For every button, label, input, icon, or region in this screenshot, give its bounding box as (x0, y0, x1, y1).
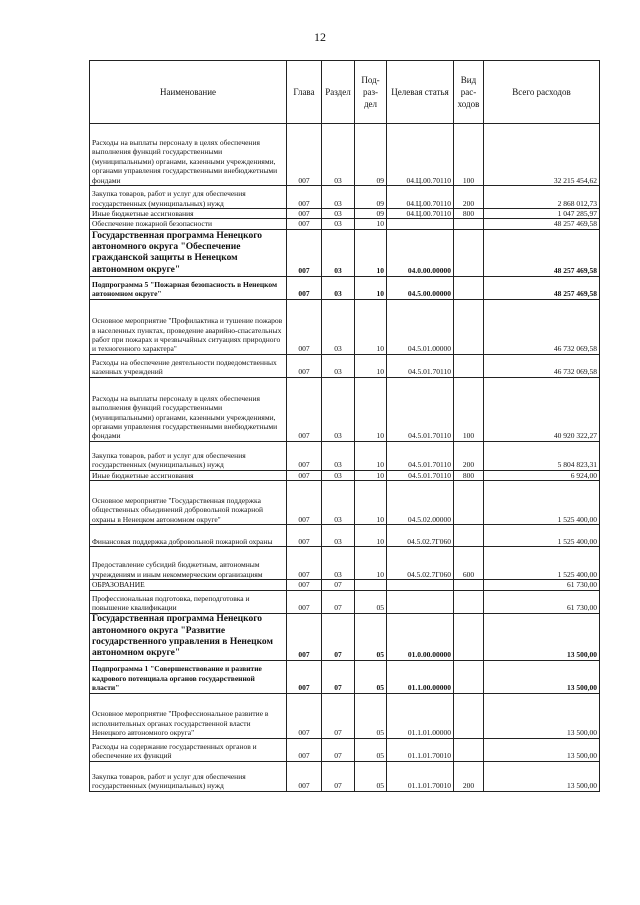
row-total: 1 525 400,00 (484, 525, 600, 547)
row-subsection (355, 580, 387, 590)
row-target: 04.5.01.70110 (387, 470, 454, 480)
row-subsection: 05 (355, 590, 387, 613)
row-chapter: 007 (287, 738, 322, 761)
row-section: 07 (322, 660, 355, 693)
row-name: Иные бюджетные ассигнования (90, 209, 287, 219)
row-chapter: 007 (287, 580, 322, 590)
header-name: Наименование (90, 61, 287, 124)
row-total: 13 500,00 (484, 693, 600, 738)
row-subsection: 05 (355, 613, 387, 660)
row-chapter: 007 (287, 470, 322, 480)
row-target: 04.Ц.00.70110 (387, 124, 454, 186)
row-expense-type: 600 (454, 547, 484, 580)
row-expense-type (454, 299, 484, 354)
table-row (90, 276, 600, 299)
row-name: Основное мероприятие "Государственная поддержка общественных объединений добровольной пожарной охраны в Ненецком автономном округе" (90, 481, 287, 525)
row-expense-type (454, 693, 484, 738)
row-chapter: 007 (287, 761, 322, 791)
row-name: Основное мероприятие "Профессиональное развитие в исполнительных органах государственной власти Ненецкого автономного округа" (90, 693, 287, 738)
table-row (90, 580, 600, 590)
row-expense-type: 200 (454, 761, 484, 791)
row-section: 07 (322, 590, 355, 613)
row-total: 32 215 454,62 (484, 124, 600, 186)
row-target (387, 580, 454, 590)
row-total: 2 868 012,73 (484, 186, 600, 209)
table-row (90, 693, 600, 738)
row-expense-type (454, 229, 484, 276)
row-name: Иные бюджетные ассигнования (90, 470, 287, 480)
row-section: 03 (322, 124, 355, 186)
row-expense-type (454, 738, 484, 761)
row-total: 13 500,00 (484, 613, 600, 660)
row-section: 03 (322, 229, 355, 276)
row-total: 48 257 469,58 (484, 276, 600, 299)
table-row (90, 354, 600, 377)
row-subsection: 05 (355, 738, 387, 761)
row-target: 01.1.01.70010 (387, 738, 454, 761)
row-section: 07 (322, 613, 355, 660)
row-name: Государственная программа Ненецкого автономного округа "Развитие государственного управления в Ненецком автономном округе" (90, 613, 287, 660)
row-total: 5 804 823,31 (484, 441, 600, 470)
row-name: Закупка товаров, работ и услуг для обеспечения государственных (муниципальных) нужд (90, 761, 287, 791)
row-chapter: 007 (287, 209, 322, 219)
row-section: 07 (322, 738, 355, 761)
row-expense-type (454, 525, 484, 547)
row-name: Основное мероприятие "Профилактика и тушение пожаров в населенных пунктах, проведение аварийно-спасательных работ при пожарах и чрезвычайных ситуациях природного и техногенного характера" (90, 299, 287, 354)
table-row (90, 613, 600, 660)
row-chapter: 007 (287, 441, 322, 470)
row-section: 03 (322, 299, 355, 354)
row-target: 04.0.00.00000 (387, 229, 454, 276)
row-subsection: 10 (355, 276, 387, 299)
row-subsection: 10 (355, 481, 387, 525)
row-section: 03 (322, 525, 355, 547)
row-total: 46 732 069,58 (484, 354, 600, 377)
row-target: 04.5.02.7Г060 (387, 525, 454, 547)
table-row (90, 590, 600, 613)
row-expense-type (454, 481, 484, 525)
row-target (387, 219, 454, 229)
row-name: Расходы на обеспечение деятельности подведомственных казенных учреждений (90, 354, 287, 377)
table-row (90, 124, 600, 186)
row-chapter: 007 (287, 525, 322, 547)
row-target: 04.5.01.70110 (387, 441, 454, 470)
header-subsection: Под-раз-дел (355, 61, 387, 124)
row-target: 04.Ц.00.70110 (387, 209, 454, 219)
row-name: Расходы на выплаты персоналу в целях обеспечения выполнения функций государственными (муниципальными) органами, казенными учреждениями, органами управления государственными внебюджетными фондами (90, 377, 287, 441)
row-expense-type: 100 (454, 124, 484, 186)
row-chapter: 007 (287, 547, 322, 580)
row-expense-type (454, 590, 484, 613)
row-section: 07 (322, 580, 355, 590)
row-total: 48 257 469,58 (484, 229, 600, 276)
table-row (90, 547, 600, 580)
table-row (90, 209, 600, 219)
row-subsection: 09 (355, 124, 387, 186)
row-name: Закупка товаров, работ и услуг для обеспечения государственных (муниципальных) нужд (90, 186, 287, 209)
row-section: 03 (322, 209, 355, 219)
row-total: 46 732 069,58 (484, 299, 600, 354)
row-target: 01.1.00.00000 (387, 660, 454, 693)
row-name: ОБРАЗОВАНИЕ (90, 580, 287, 590)
row-section: 03 (322, 470, 355, 480)
row-chapter: 007 (287, 299, 322, 354)
row-chapter: 007 (287, 590, 322, 613)
row-total: 13 500,00 (484, 738, 600, 761)
budget-table (89, 60, 600, 792)
row-expense-type (454, 219, 484, 229)
page-number: 12 (314, 30, 326, 44)
row-chapter: 007 (287, 229, 322, 276)
table-row (90, 660, 600, 693)
row-name: Государственная программа Ненецкого автономного округа "Обеспечение гражданской защиты в Ненецком автономном округе" (90, 229, 287, 276)
row-section: 03 (322, 481, 355, 525)
row-subsection: 10 (355, 229, 387, 276)
row-name: Обеспечение пожарной безопасности (90, 219, 287, 229)
row-target: 04.5.00.00000 (387, 276, 454, 299)
row-name: Подпрограмма 1 "Совершенствование и развитие кадрового потенциала органов государственной власти" (90, 660, 287, 693)
row-name: Расходы на выплаты персоналу в целях обеспечения выполнения функций государственными (муниципальными) органами, казенными учреждениями, органами управления государственными внебюджетными фондами (90, 124, 287, 186)
row-target (387, 590, 454, 613)
row-chapter: 007 (287, 693, 322, 738)
row-expense-type (454, 580, 484, 590)
row-target: 04.5.01.70110 (387, 377, 454, 441)
row-subsection: 10 (355, 377, 387, 441)
row-chapter: 007 (287, 660, 322, 693)
table-row (90, 229, 600, 276)
row-subsection: 09 (355, 209, 387, 219)
table-body (90, 124, 600, 792)
header-chapter: Глава (287, 61, 322, 124)
row-subsection: 10 (355, 470, 387, 480)
row-name: Профессиональная подготовка, переподготовка и повышение квалификации (90, 590, 287, 613)
header-section: Раздел (322, 61, 355, 124)
row-section: 03 (322, 547, 355, 580)
row-section: 03 (322, 219, 355, 229)
row-chapter: 007 (287, 354, 322, 377)
row-section: 07 (322, 761, 355, 791)
row-total: 13 500,00 (484, 761, 600, 791)
row-subsection: 05 (355, 761, 387, 791)
row-subsection: 10 (355, 525, 387, 547)
row-name: Финансовая поддержка добровольной пожарной охраны (90, 525, 287, 547)
table-row (90, 219, 600, 229)
row-section: 03 (322, 354, 355, 377)
row-name: Подпрограмма 5 "Пожарная безопасность в Ненецком автономном округе" (90, 276, 287, 299)
table-row (90, 377, 600, 441)
row-expense-type (454, 354, 484, 377)
row-subsection: 10 (355, 219, 387, 229)
row-name: Расходы на содержание государственных органов и обеспечение их функций (90, 738, 287, 761)
table-row (90, 481, 600, 525)
row-subsection: 05 (355, 693, 387, 738)
row-section: 07 (322, 693, 355, 738)
row-expense-type: 200 (454, 186, 484, 209)
row-total: 6 924,00 (484, 470, 600, 480)
row-chapter: 007 (287, 276, 322, 299)
row-expense-type: 800 (454, 209, 484, 219)
row-section: 03 (322, 186, 355, 209)
row-target: 01.1.01.70010 (387, 761, 454, 791)
header-target: Целевая статья (387, 61, 454, 124)
row-subsection: 10 (355, 547, 387, 580)
header-expense-type: Вид рас-ходов (454, 61, 484, 124)
row-subsection: 10 (355, 441, 387, 470)
row-name: Предоставление субсидий бюджетным, автономным учреждениям и иным некоммерческим организациям (90, 547, 287, 580)
row-subsection: 09 (355, 186, 387, 209)
table-header-row (90, 61, 600, 124)
row-expense-type (454, 660, 484, 693)
row-total: 1 525 400,00 (484, 547, 600, 580)
row-total: 1 525 400,00 (484, 481, 600, 525)
table-row (90, 761, 600, 791)
row-chapter: 007 (287, 377, 322, 441)
row-target: 01.0.00.00000 (387, 613, 454, 660)
row-chapter: 007 (287, 186, 322, 209)
row-section: 03 (322, 377, 355, 441)
table-row (90, 299, 600, 354)
row-section: 03 (322, 441, 355, 470)
row-expense-type: 800 (454, 470, 484, 480)
row-target: 04.5.01.70110 (387, 354, 454, 377)
row-section: 03 (322, 276, 355, 299)
row-chapter: 007 (287, 481, 322, 525)
row-target: 04.5.02.7Г060 (387, 547, 454, 580)
row-total: 48 257 469,58 (484, 219, 600, 229)
row-total: 40 920 322,27 (484, 377, 600, 441)
row-chapter: 007 (287, 613, 322, 660)
row-total: 61 730,00 (484, 580, 600, 590)
row-expense-type: 100 (454, 377, 484, 441)
row-chapter: 007 (287, 124, 322, 186)
row-expense-type (454, 613, 484, 660)
row-target: 04.Ц.00.70110 (387, 186, 454, 209)
row-chapter: 007 (287, 219, 322, 229)
row-subsection: 10 (355, 354, 387, 377)
row-subsection: 10 (355, 299, 387, 354)
table-row (90, 738, 600, 761)
row-total: 13 500,00 (484, 660, 600, 693)
row-total: 61 730,00 (484, 590, 600, 613)
row-expense-type (454, 276, 484, 299)
table-row (90, 441, 600, 470)
table-row (90, 470, 600, 480)
table-row (90, 186, 600, 209)
row-subsection: 05 (355, 660, 387, 693)
table-row (90, 525, 600, 547)
row-target: 01.1.01.00000 (387, 693, 454, 738)
header-total: Всего расходов (484, 61, 600, 124)
row-name: Закупка товаров, работ и услуг для обеспечения государственных (муниципальных) нужд (90, 441, 287, 470)
row-expense-type: 200 (454, 441, 484, 470)
row-target: 04.5.02.00000 (387, 481, 454, 525)
row-target: 04.5.01.00000 (387, 299, 454, 354)
row-total: 1 047 285,97 (484, 209, 600, 219)
